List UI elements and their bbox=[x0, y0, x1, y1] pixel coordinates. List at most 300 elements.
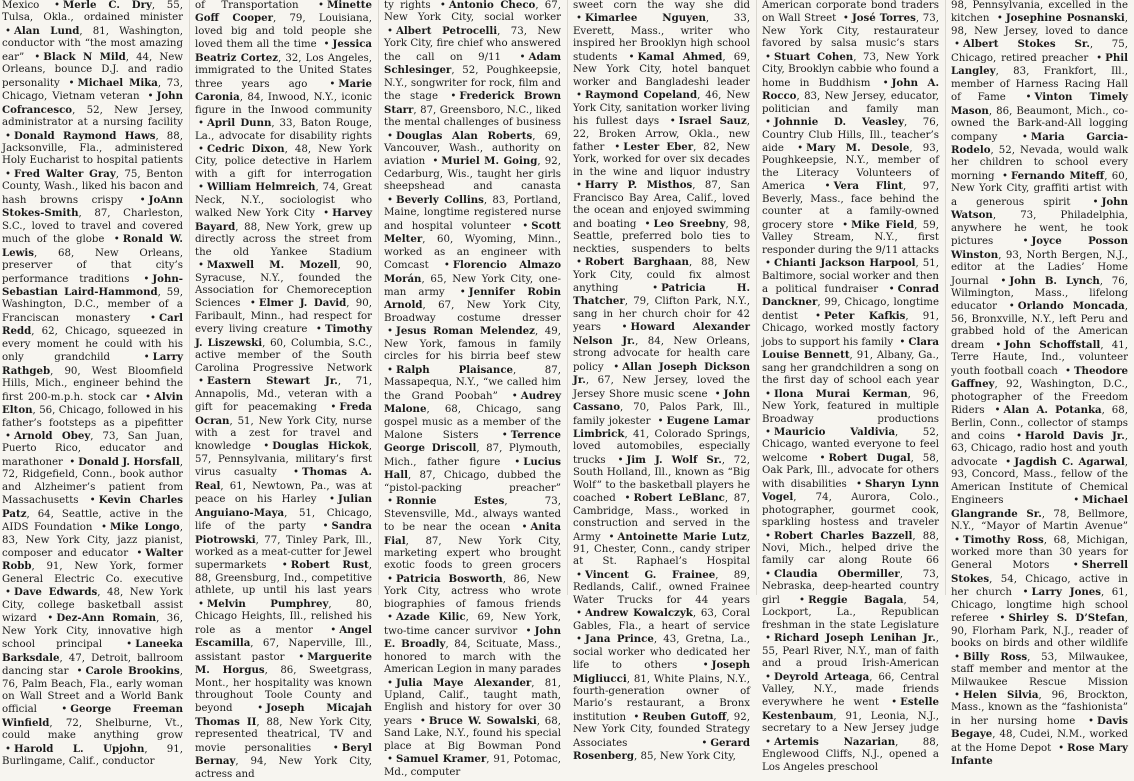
person-description: , 88, Englewood Cliffs, N.J., opened a Los Angeles preschool bbox=[762, 736, 939, 773]
bullet-separator: • bbox=[702, 660, 709, 672]
person-description: , 52, Chicago, wanted everyone to feel welcome bbox=[762, 426, 939, 464]
obituary-entry bbox=[951, 652, 1128, 688]
person-name: Joseph Migliucci bbox=[573, 659, 750, 685]
person-description: , 73, Chicago, Vietnam veteran bbox=[2, 77, 183, 103]
bullet-separator: • bbox=[5, 587, 12, 599]
person-description: , 63, Coral Gables, Fla., a heart of service bbox=[573, 608, 751, 632]
person-description: , 48, New York City, police detective in Harlem with a gift for interrogation bbox=[195, 143, 372, 180]
person-description: , 92, Washington, D.C., photographer of the Freedom Riders bbox=[951, 379, 1128, 417]
person-description: , 63, Chicago, radio host and youth advocate bbox=[951, 430, 1128, 468]
text-column bbox=[189, 0, 378, 780]
person-name: Florencio Almazo Morán bbox=[384, 259, 561, 285]
bullet-separator: • bbox=[257, 703, 264, 715]
person-description: , 52, Nevada, would walk her children to school every morning bbox=[951, 144, 1128, 182]
person-name: Richard Joseph Lenihan Jr. bbox=[774, 632, 936, 645]
bullet-separator: • bbox=[765, 51, 772, 63]
person-name: Dave Edwards bbox=[14, 586, 98, 599]
bullet-separator: • bbox=[315, 324, 322, 336]
bullet-separator: • bbox=[5, 430, 12, 442]
person-name: Fernando Miteff bbox=[1010, 169, 1105, 182]
bullet-separator: • bbox=[298, 651, 305, 663]
person-description: , 67, Naperville, Ill., assistant pastor bbox=[195, 638, 372, 663]
bullet-separator: • bbox=[511, 390, 518, 402]
bullet-separator: • bbox=[143, 352, 150, 364]
person-description: , 36, New York City, innovative high school principal bbox=[2, 613, 183, 651]
bullet-separator: • bbox=[621, 322, 628, 334]
bullet-separator: • bbox=[34, 51, 41, 63]
person-description: , 58, Oak Park, Ill., advocate for others with disabilities bbox=[762, 452, 939, 490]
person-description: , 87, Chicago, dubbed the “pistol-packing preacher” bbox=[384, 470, 561, 494]
bullet-separator: • bbox=[387, 194, 394, 206]
bullet-separator: • bbox=[47, 613, 54, 625]
person-name: Jim J. Wolf Sr. bbox=[626, 453, 722, 466]
person-description: , 81, Upland, Calif., taught math, English and history for over 30 years bbox=[384, 677, 561, 727]
person-description: , 73, New York City, restaurateur favored by salsa music’s stars bbox=[762, 13, 939, 50]
person-description: , 74, Aurora, Colo., photographer, gourmet cook, sparkling hostess and traveler bbox=[762, 492, 939, 529]
person-description: , 71, Annapolis, Md., veteran with a gift for peacemaking bbox=[195, 376, 372, 414]
person-name: Mike Longo bbox=[109, 521, 180, 534]
bullet-separator: • bbox=[882, 77, 889, 89]
person-name: Sandra Piotrowski bbox=[195, 520, 372, 546]
person-name: Davis Begaye bbox=[951, 714, 1128, 741]
person-description: , 56, Chicago, followed in his father’s footsteps as a pipefitter bbox=[2, 405, 183, 429]
person-description: , 59, Valley Stream, N.Y., first responder during the 9/11 attacks bbox=[762, 219, 940, 256]
person-name: Cedric Dixon bbox=[207, 142, 285, 155]
person-description: , 69, New York City, hotel banquet worker and Bangladeshi leader bbox=[573, 51, 750, 88]
bullet-separator: • bbox=[76, 666, 83, 678]
person-description: , 81, Washington, conductor with “the most amazing ear” bbox=[2, 25, 183, 63]
person-description: , 52, New Jersey, administrator at a nursing facility bbox=[2, 104, 183, 129]
person-name: Ronnie Estes bbox=[396, 495, 505, 508]
bullet-separator: • bbox=[1000, 275, 1007, 287]
person-description: , 22, Broken Arrow, Okla., new father bbox=[573, 116, 750, 153]
bullet-separator: • bbox=[652, 282, 659, 294]
person-name: Arnold Obey bbox=[14, 429, 91, 442]
bullet-separator: • bbox=[797, 142, 804, 154]
person-description: sweet corn the way she did bbox=[573, 0, 750, 11]
person-description: , 60, New York City, graffiti artist with a generous spirit bbox=[951, 170, 1128, 208]
person-name: Fred Walter Gray bbox=[14, 167, 116, 180]
person-description: , 52, Poughkeepsie, N.Y., songwriter for rock, film and the stage bbox=[384, 65, 561, 103]
person-name: Melvin Pumphrey bbox=[207, 597, 329, 610]
obituary-entry bbox=[762, 389, 939, 425]
person-description: , 90, West Bloomfield Hills, Mich., engineer behind the first 200-m.p.h. stock car bbox=[2, 365, 183, 403]
person-name: Terrence George Driscoll bbox=[384, 428, 561, 455]
person-name: Marie Caronia bbox=[195, 77, 372, 104]
person-description: , 72, Shelburne, Vt., could make anything grow bbox=[2, 717, 183, 742]
bullet-separator: • bbox=[954, 534, 961, 546]
bullet-separator: • bbox=[329, 78, 336, 90]
bullet-separator: • bbox=[576, 569, 583, 581]
person-name: Stuart Cohen bbox=[774, 50, 854, 63]
person-description: , 70, Palos Park, Ill., family jokester bbox=[573, 402, 750, 427]
person-description: , 79, Clifton Park, N.Y., sang in her church choir for 42 years bbox=[573, 296, 750, 334]
bullet-separator: • bbox=[501, 429, 508, 441]
person-description: , 87, Greensboro, N.C., liked the mental challenges of business bbox=[384, 104, 561, 129]
person-name: Helen Silvia bbox=[963, 689, 1039, 702]
person-description: , 91, Chester, Conn., candy striper at St. Raphael’s Hospital bbox=[573, 531, 750, 568]
person-name: Robert Rust bbox=[290, 559, 369, 572]
person-name: Carl Redd bbox=[2, 311, 183, 338]
person-name: Patricia Bosworth bbox=[396, 572, 503, 585]
bullet-separator: • bbox=[322, 521, 329, 533]
obituary-entry bbox=[573, 0, 750, 11]
person-description: , 73, New York City, fire chief who answered the call on 9/11 bbox=[384, 25, 561, 63]
bullet-separator: • bbox=[765, 671, 772, 683]
person-name: Julian Anguiano-Maya bbox=[195, 493, 372, 519]
person-description: , 56, Bronxville, N.Y., left Peru and grabbed hold of the American dream bbox=[951, 301, 1128, 351]
person-name: Alan A. Potanka bbox=[1003, 404, 1102, 417]
person-name: John Watson bbox=[951, 195, 1128, 222]
person-name: Carole Brookins bbox=[85, 665, 180, 678]
bullet-separator: • bbox=[387, 754, 394, 766]
person-name: Beverly Collins bbox=[396, 193, 484, 206]
person-name: John Cofrancesco bbox=[2, 90, 183, 116]
person-description: , 51, Chicago, life of the party bbox=[195, 507, 372, 533]
person-name: Jessica Beatriz Cortez bbox=[195, 38, 372, 64]
person-description: , 61, Newtown, Pa., was at peace on his Harley bbox=[195, 480, 372, 506]
person-description: , 72, South Holland, Ill., known as “Big Wolf” to the basketball players he coached bbox=[573, 454, 750, 505]
bullet-separator: • bbox=[608, 531, 615, 543]
obituary-entry bbox=[762, 531, 939, 567]
person-name: Andrew Kowalczyk bbox=[585, 607, 693, 620]
person-description: , 62, Chicago, squeezed in every moment he could with his only grandchild bbox=[2, 326, 183, 364]
person-name: Orlando Moncada bbox=[1017, 300, 1125, 313]
bullet-separator: • bbox=[617, 454, 624, 466]
bullet-separator: • bbox=[5, 168, 12, 180]
bullet-separator: • bbox=[387, 612, 394, 624]
person-description: , 91, Potomac, Md., computer bbox=[384, 754, 561, 778]
person-description: , 64, Seattle, active in the AIDS Foundation bbox=[2, 508, 183, 534]
bullet-separator: • bbox=[443, 260, 450, 272]
bullet-separator: • bbox=[824, 181, 831, 193]
obituary-entry bbox=[195, 118, 372, 141]
person-name: Harold L. Upjohn bbox=[14, 742, 145, 755]
bullet-separator: • bbox=[330, 402, 337, 414]
person-description: , 79, Louisiana, loved big and told people she loved them all the time bbox=[195, 13, 372, 51]
person-name: Shirley S. D’Stefan bbox=[1008, 612, 1125, 625]
bullet-separator: • bbox=[198, 182, 205, 194]
person-name: Jesus Roman Melendez bbox=[396, 325, 535, 338]
bullet-separator: • bbox=[855, 478, 862, 490]
person-name: Lester Eber bbox=[623, 140, 694, 153]
person-name: Deyrold Arteaga bbox=[774, 670, 870, 683]
person-name: Mary M. Desole bbox=[806, 141, 910, 154]
person-description: , 76, Country Club Hills, Ill., teacher’s aide bbox=[762, 117, 939, 154]
column-paragraph bbox=[195, 0, 372, 781]
person-name: Lucius Hall bbox=[384, 455, 561, 482]
bullet-separator: • bbox=[198, 598, 205, 610]
person-description: , 51, Baltimore, social worker and then a political fundraiser bbox=[762, 258, 939, 295]
person-name: Vincent G. Frainee bbox=[585, 568, 716, 581]
person-description: , 73, Nebraska, deep-hearted country girl bbox=[762, 568, 939, 606]
person-description: , 90, Faribault, Minn., had respect for every living creature bbox=[195, 298, 372, 336]
bullet-separator: • bbox=[293, 467, 300, 479]
person-name: April Dunn bbox=[207, 117, 272, 130]
person-name: Alan Lund bbox=[14, 24, 80, 37]
person-name: Israel Sauz bbox=[678, 115, 747, 128]
bullet-separator: • bbox=[996, 13, 1003, 25]
text-column bbox=[756, 0, 945, 773]
bullet-separator: • bbox=[113, 234, 120, 246]
bullet-separator: • bbox=[994, 405, 1001, 417]
obituary-entry bbox=[573, 570, 750, 606]
person-description: , 91, Albany, Ga., sang her grandchildren a song on the first day of school each year bbox=[762, 350, 939, 387]
column-paragraph bbox=[2, 0, 183, 769]
bullet-separator: • bbox=[147, 91, 154, 103]
text-column bbox=[945, 0, 1134, 768]
person-description: , 91, Leonia, N.J., secretary to a New Jersey judge bbox=[762, 710, 939, 735]
bullet-separator: • bbox=[765, 633, 772, 645]
bullet-separator: • bbox=[1005, 456, 1012, 468]
person-name: Michael Mika bbox=[77, 76, 158, 89]
person-name: Maria Garcia-Rodelo bbox=[951, 130, 1128, 156]
bullet-separator: • bbox=[1096, 52, 1103, 64]
bullet-separator: • bbox=[198, 260, 205, 272]
bullet-separator: • bbox=[633, 711, 640, 723]
bullet-separator: • bbox=[819, 452, 826, 464]
person-description: , 84, New Orleans, strong advocate for health care policy bbox=[573, 335, 750, 373]
bullet-separator: • bbox=[525, 625, 532, 637]
person-description: , 73, Philadelphia, anywhere he went, he took pictures bbox=[951, 210, 1128, 248]
person-name: Albert Petrocelli bbox=[396, 24, 498, 37]
person-name: Vinton Timely Mason bbox=[951, 91, 1128, 117]
person-description: , 75, Benton County, Wash., liked his bacon and hash browns crispy bbox=[2, 168, 183, 206]
person-name: Kamal Ahmed bbox=[637, 50, 723, 63]
person-name: Harvey Bayard bbox=[195, 207, 372, 233]
bullet-separator: • bbox=[100, 522, 107, 534]
bullet-separator: • bbox=[519, 51, 526, 63]
bullet-separator: • bbox=[624, 493, 631, 505]
person-description: , 78, Bellmore, N.Y., “Mayor of Martin Avenue” bbox=[951, 508, 1128, 533]
person-description: , 54, Lockport, La., Republican freshman in the state Legislature bbox=[762, 594, 939, 631]
bullet-separator: • bbox=[198, 376, 205, 388]
person-description: , 96, New York, featured in multiple Broadway productions bbox=[762, 388, 939, 425]
person-description: , 93, North Bergen, N.J., editor at the Ladies’ Home Journal bbox=[951, 249, 1128, 287]
bullet-separator: • bbox=[323, 208, 330, 220]
person-name: Larry Rathgeb bbox=[2, 351, 183, 377]
person-description: , 88, New York City, represented theatrical, TV and movie personalities bbox=[195, 716, 373, 754]
person-name: Larry Jones bbox=[1031, 586, 1101, 599]
person-name: Jagdish C. Agarwal bbox=[1014, 455, 1125, 468]
person-description: , 83, New Jersey, educator, politician and family man bbox=[762, 91, 939, 115]
bullet-separator: • bbox=[954, 39, 961, 51]
person-name: Audrey Malone bbox=[384, 389, 561, 416]
column-paragraph bbox=[762, 0, 939, 774]
bullet-separator: • bbox=[521, 522, 528, 534]
person-description: , 93, Poughkeepsie, N.Y., member of the Literacy Volunteers of America bbox=[762, 142, 939, 193]
person-description: , 57, Pennsylvania, military’s first virus casualty bbox=[195, 441, 372, 479]
obituary-entry bbox=[384, 574, 561, 610]
bullet-separator: • bbox=[145, 391, 152, 403]
bullet-separator: • bbox=[1021, 131, 1028, 143]
person-name: Leo Sreebny bbox=[653, 217, 726, 230]
person-description: , 91, Chicago, worked mostly factory jobs to support his family bbox=[762, 310, 939, 348]
person-name: Robert Barghaan bbox=[585, 256, 689, 269]
person-description: , 93, Concord, Mass., fellow of the American Institute of Chemical Engineers bbox=[951, 456, 1128, 507]
bullet-separator: • bbox=[68, 77, 75, 89]
bullet-separator: • bbox=[765, 426, 772, 438]
person-name: Anita Fial bbox=[384, 521, 561, 547]
person-description: , 68, Berlin, Conn., collector of stamps and coins bbox=[951, 405, 1128, 442]
bullet-separator: • bbox=[1088, 715, 1095, 727]
person-description: , 68, New Orleans, preserver of that city’s performance traditions bbox=[2, 247, 183, 285]
person-name: Artemis Nazarian bbox=[774, 735, 896, 748]
person-name: Sherrell Stokes bbox=[951, 559, 1128, 585]
person-description: , 46, New York City, sanitation worker living his fullest days bbox=[573, 90, 750, 128]
person-description: , 85, New York City, bbox=[633, 751, 736, 763]
bullet-separator: • bbox=[1072, 560, 1079, 572]
person-name: Dez-Ann Romain bbox=[56, 612, 157, 625]
person-name: John E. Broadly bbox=[384, 624, 561, 651]
bullet-separator: • bbox=[387, 130, 394, 142]
bullet-separator: • bbox=[614, 141, 621, 153]
person-description: , 32, Los Angeles, immigrated to the United States three years ago bbox=[195, 52, 372, 90]
person-name: Antonio Checo bbox=[448, 0, 536, 11]
obituary-entry bbox=[762, 595, 939, 631]
person-description: , 60, Columbia, S.C., active member of the South Carolina Progressive Network bbox=[195, 337, 372, 374]
bullet-separator: • bbox=[814, 310, 821, 322]
person-name: John B. Lynch bbox=[1009, 274, 1100, 287]
person-description: , 53, Milwaukee, staff member and mentor at the Milwaukee Rescue Mission bbox=[951, 651, 1128, 688]
bullet-separator: • bbox=[669, 116, 676, 128]
person-name: Billy Ross bbox=[963, 650, 1028, 663]
person-name: Robert Dugal bbox=[828, 451, 911, 464]
obituary-entry bbox=[195, 0, 299, 11]
person-name: Joseph Micajah Thomas II bbox=[195, 702, 372, 728]
person-description: 98, Pennsylvania, excelled in the kitchen bbox=[951, 0, 1128, 25]
bullet-separator: • bbox=[387, 326, 394, 338]
person-description: , 92, New York City, founded Strategy Associates bbox=[573, 711, 750, 749]
bullet-separator: • bbox=[765, 258, 772, 270]
bullet-separator: • bbox=[995, 339, 1002, 351]
person-name: Angel Escamilla bbox=[195, 623, 372, 650]
person-name: John-Sebastian Laird-Hammond bbox=[2, 272, 183, 298]
person-description: Mexico bbox=[2, 0, 40, 11]
person-description: , 81, White Plains, N.Y., fourth-generation owner of Mario’s restaurant, a Bronx institution bbox=[573, 673, 750, 723]
bullet-separator: • bbox=[143, 273, 150, 285]
obituary-entry bbox=[573, 608, 750, 631]
person-description: , 86, New York City, actress who wrote biographies of famous friends bbox=[384, 573, 561, 610]
bullet-separator: • bbox=[126, 639, 133, 651]
text-column bbox=[378, 0, 567, 778]
bullet-separator: • bbox=[450, 91, 457, 103]
person-name: George Freeman Winfield bbox=[2, 703, 183, 729]
person-name: Theodore Gaffney bbox=[951, 364, 1128, 391]
person-name: Donald Raymond Haws bbox=[14, 129, 156, 142]
person-description: , 88, New York, grew up directly across the street from the old Yankee Stadium bbox=[195, 221, 372, 258]
person-description: , 73, New York City, Brooklyn cabbie who found a home in Buddhism bbox=[762, 51, 939, 89]
person-name: Bruce W. Sowalski bbox=[428, 714, 537, 727]
person-description: , 33, Baton Rouge, La., advocate for disability rights bbox=[195, 118, 372, 142]
bullet-separator: • bbox=[329, 494, 336, 506]
bullet-separator: • bbox=[53, 0, 60, 11]
person-name: Josephine Posnanski bbox=[1005, 12, 1125, 25]
person-name: Eugene Lamar Limbrick bbox=[573, 414, 750, 440]
bullet-separator: • bbox=[1058, 742, 1065, 754]
person-name: Joyce Posson Winston bbox=[951, 235, 1128, 261]
bullet-separator: • bbox=[387, 25, 394, 37]
person-description: , 84, Scituate, Mass., honored to march with the American Legion in many parades bbox=[384, 639, 561, 676]
person-name: Mike Field bbox=[851, 218, 915, 231]
person-description: , 60, Wyoming, Minn., worked as an engineer with Comcast bbox=[384, 234, 561, 272]
bullet-separator: • bbox=[891, 697, 898, 709]
person-name: Harry P. Misthos bbox=[585, 179, 693, 192]
person-name: Sharyn Lynn Vogel bbox=[762, 477, 940, 504]
bullet-separator: • bbox=[1016, 430, 1023, 442]
person-name: Albert Stokes Sr. bbox=[963, 38, 1090, 51]
person-description: , 98, New Jersey, loved to dance bbox=[951, 13, 1128, 37]
person-name: Laneeka Barksdale bbox=[2, 638, 183, 664]
bullet-separator: • bbox=[281, 560, 288, 572]
bullet-separator: • bbox=[1073, 495, 1080, 507]
person-description: , 66, Central Valley, N.Y., made friends everywhere he went bbox=[762, 671, 939, 709]
person-description: , 88, Greensburg, Ind., competitive athlete, up until his last years bbox=[195, 560, 372, 597]
bullet-separator: • bbox=[765, 530, 772, 542]
person-description: , 43, Gretna, La., social worker who dedicated her life to others bbox=[573, 634, 750, 672]
bullet-separator: • bbox=[1001, 170, 1008, 182]
person-description: , 72, Ridgefield, Conn., book author and Alzheimer’s patient from Massachusetts bbox=[2, 456, 183, 507]
text-column bbox=[567, 0, 756, 763]
person-name: Mauricio Valdivia bbox=[774, 425, 896, 438]
person-description: , 48, New York City, college basketball assist wizard bbox=[2, 587, 183, 625]
person-name: Jana Prince bbox=[585, 633, 654, 646]
person-name: Rose Mary Infante bbox=[951, 741, 1128, 768]
person-name: Robert LeBlanc bbox=[633, 492, 725, 505]
bullet-separator: • bbox=[419, 715, 426, 727]
person-name: Alvin Elton bbox=[2, 390, 183, 417]
person-description: , 49, New York, famous in family circles for his birria beef stew bbox=[384, 326, 561, 363]
person-description: , 61, Chicago, longtime high school referee bbox=[951, 587, 1128, 625]
bullet-separator: • bbox=[5, 25, 12, 37]
person-description: of Transportation bbox=[195, 0, 299, 11]
obituary-entry bbox=[384, 754, 561, 777]
obituary-entry bbox=[762, 737, 939, 773]
person-description: , 88, Jacksonville, Fla., administered Holy Eucharist to hospital patients bbox=[2, 130, 184, 167]
bullet-separator: • bbox=[576, 608, 583, 620]
bullet-separator: • bbox=[1022, 587, 1029, 599]
person-description: , 77, Tinley Park, Ill., worked as a meat-cutter for Jewel supermarkets bbox=[195, 534, 372, 572]
person-name: José Torres bbox=[851, 12, 916, 25]
person-description: , 99, Chicago, longtime dentist bbox=[762, 297, 939, 322]
person-description: , 68, Chicago, sang gospel music as a member of the Malone Sisters bbox=[384, 404, 561, 441]
bullet-separator: • bbox=[999, 613, 1006, 625]
person-name: Kevin Charles Patz bbox=[2, 494, 183, 520]
person-description: , 76, Wilmington, Mass., lifelong educator bbox=[951, 275, 1128, 313]
person-name: Chianti Jackson Harpool bbox=[774, 257, 916, 270]
person-name: Marguerite M. Horgus bbox=[195, 650, 372, 677]
bullet-separator: • bbox=[888, 283, 895, 295]
bullet-separator: • bbox=[198, 143, 205, 155]
person-name: Gerard Rosenberg bbox=[573, 736, 750, 763]
column-paragraph bbox=[573, 0, 750, 764]
person-name: Raymond Copeland bbox=[585, 89, 698, 102]
bullet-separator: • bbox=[150, 312, 157, 324]
person-name: Robert Charles Bazzell bbox=[774, 529, 913, 542]
person-description: , 83, Portland, Maine, longtime registered nurse and hospital volunteer bbox=[384, 194, 561, 232]
person-description: , 33, Everett, Mass., writer who inspired her Brooklyn high school students bbox=[573, 13, 750, 63]
bullet-separator: • bbox=[765, 388, 772, 400]
person-description: , 74, Great Neck, N.Y., sociologist who walked New York City bbox=[195, 182, 372, 220]
person-name: Peter Kafkis bbox=[823, 309, 906, 322]
bullet-separator: • bbox=[765, 736, 772, 748]
bullet-separator: • bbox=[332, 742, 339, 754]
person-description: , 73, San Juan, Puerto Rico, educator and marathoner bbox=[2, 430, 183, 468]
bullet-separator: • bbox=[89, 495, 96, 507]
person-name: Michael Glangrande Sr. bbox=[951, 494, 1128, 520]
bullet-separator: • bbox=[69, 456, 76, 468]
person-name: Freda Ocran bbox=[195, 401, 372, 427]
